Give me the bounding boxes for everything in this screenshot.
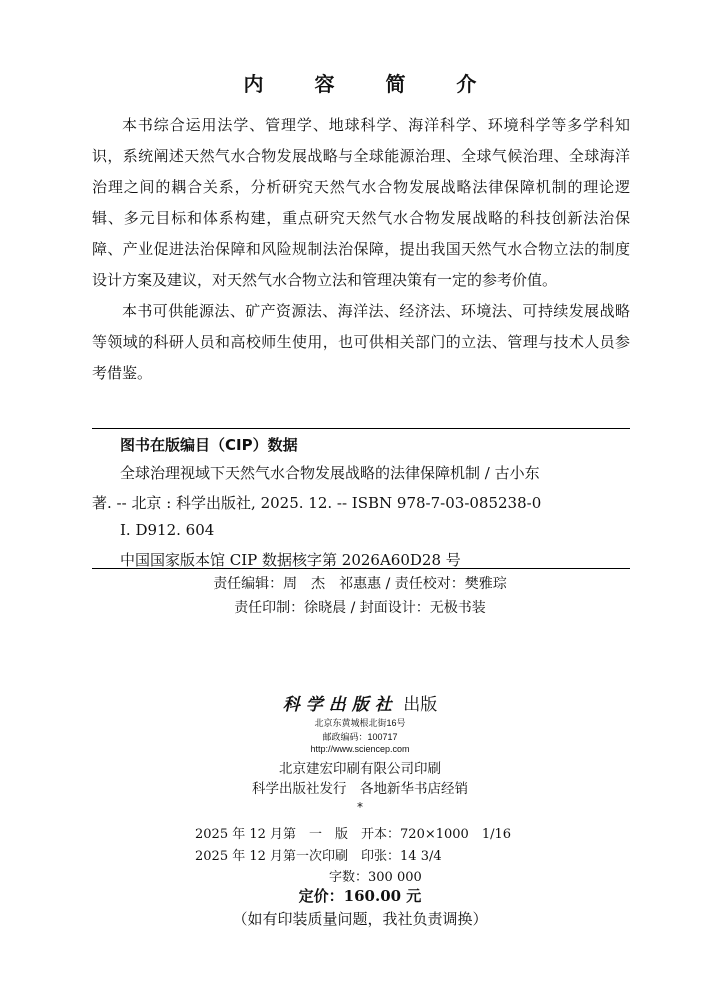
summary-paragraph-2: 本书可供能源法、矿产资源法、海洋法、经济法、环境法、可持续发展战略等领域的科研人员和高校师生使用，也可供相关部门的立法、管理与技术人员参考借鉴。: [92, 302, 630, 382]
publisher-address: 北京东黄城根北街16号: [314, 718, 406, 728]
publisher-postcode: 邮政编码：100717: [322, 732, 398, 742]
content-summary: [92, 110, 630, 389]
quality-note: （如有印装质量问题，我社负责调换）: [232, 910, 488, 928]
edition-line: 2025 年 12 月第 一 版 开本：720×1000 1/16: [195, 827, 512, 842]
separator-asterisk: *: [357, 800, 363, 814]
cip-heading: 图书在版编目（CIP）数据: [120, 436, 298, 454]
editorial-credits-line-1: 责任编辑：周 杰 祁惠惠 / 责任校对：樊雅琮: [213, 576, 507, 592]
cip-bottom-rule: [92, 568, 630, 569]
word-count: 字数：300 000: [329, 870, 422, 885]
cip-title-line: 全球治理视域下天然气水合物发展战略的法律保障机制 / 古小东: [120, 464, 540, 482]
printer-line: 北京建宏印刷有限公司印刷: [279, 761, 441, 777]
publisher-imprint: [0, 690, 720, 715]
editorial-credits-line-2: 责任印制：徐晓晨 / 封面设计：无极书装: [234, 600, 486, 616]
publisher-suffix: 出版: [403, 695, 438, 715]
distribution-line: 科学出版社发行 各地新华书店经销: [252, 781, 468, 797]
cip-classification-line: Ⅰ. D912. 604: [120, 521, 215, 539]
cip-top-rule: [92, 428, 630, 429]
page-title: 内 容 简 介: [243, 72, 499, 96]
summary-paragraph-1: 本书综合运用法学、管理学、地球科学、海洋科学、环境科学等多学科知识，系统阐述天然气水合物发展战略与全球能源治理、全球气候治理、全球海洋治理之间的耦合关系，分析研究天然气水合物发展战略法律保障机制的理论逻辑、多元目标和体系构建，重点研究天然气水合物发展战略的科技创新法治保障、产业促进法治保障和风险规制法治保障，提出我国天然气水合物立法的制度设计方案及建议，对天然气水合物立法和管理决策有一定的参考价值。: [92, 116, 630, 289]
impression-line: 2025 年 12 月第一次印刷 印张：14 3/4: [195, 849, 442, 864]
cip-record-number: 中国国家版本馆 CIP 数据核字第 2026A60D28 号: [120, 551, 461, 569]
cip-publication-line: 著. -- 北京 : 科学出版社, 2025. 12. -- ISBN 978-7-03-085238-0: [92, 494, 542, 512]
publisher-website: http://www.sciencep.com: [310, 744, 410, 754]
publisher-logo-text: 科学出版社: [282, 695, 398, 715]
price: 定价：160.00 元: [298, 887, 422, 905]
